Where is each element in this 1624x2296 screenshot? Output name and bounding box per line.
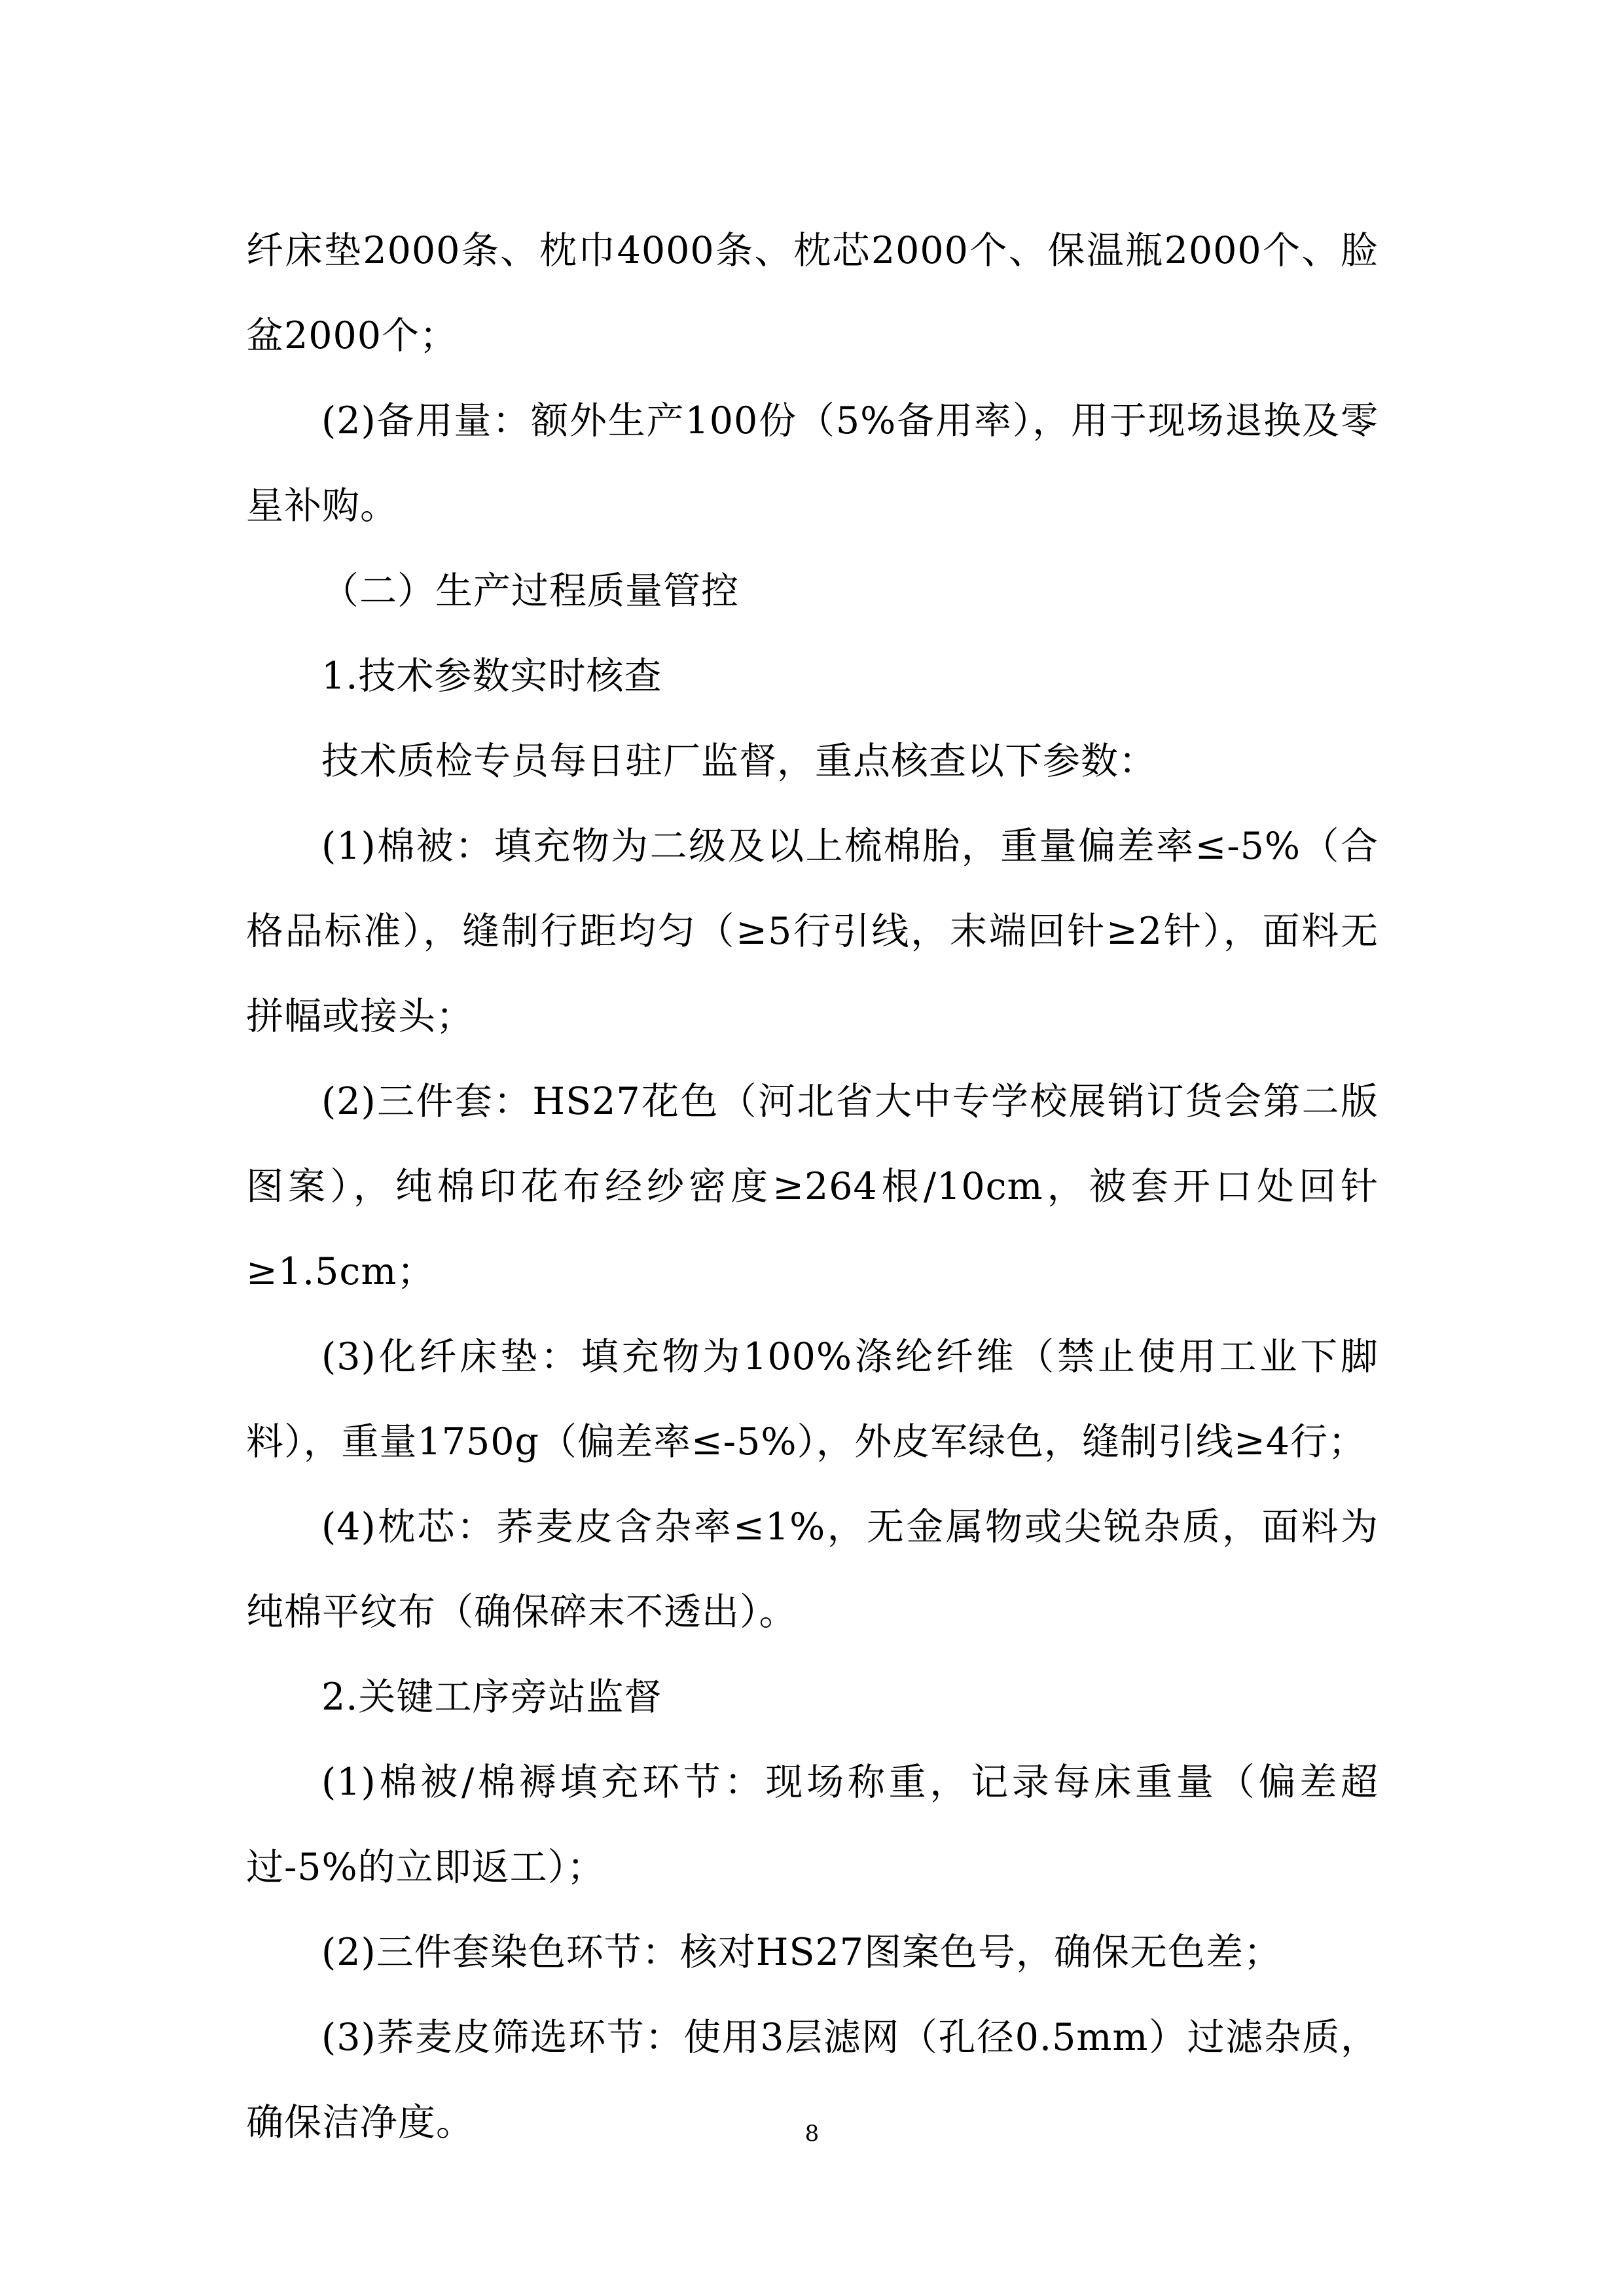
list-item-mattress: (3)化纤床垫：填充物为100%涤纶纤维（禁止使用工业下脚料），重量1750g（偏差率≤-5%），外皮军绿色，缝制引线≥4行；: [246, 1335, 1379, 1463]
list-item-dyeing: (2)三件套染色环节：核对HS27图案色号，确保无色差；: [321, 1931, 1282, 1974]
paragraph-inspector-intro: 技术质检专员每日驻厂监督，重点核查以下参数：: [321, 740, 1157, 783]
subheading-parameter-check: 1.技术参数实时核查: [321, 655, 662, 698]
list-item-pillow-core: (4)枕芯：荞麦皮含杂率≤1%，无金属物或尖锐杂质，面料为纯棉平纹布（确保碎末不透出）。: [246, 1505, 1379, 1634]
subheading-process-supervision: 2.关键工序旁站监督: [321, 1676, 662, 1719]
paragraph-continuation: 纤床垫2000条、枕巾4000条、枕芯2000个、保温瓶2000个、脸盆2000个；: [246, 229, 1379, 357]
list-item-buckwheat-screening: (3)荞麦皮筛选环节：使用3层滤网（孔径0.5mm）过滤杂质，确保洁净度。: [246, 2016, 1379, 2144]
list-item-bedding-set: (2)三件套：HS27花色（河北省大中专学校展销订货会第二版图案），纯棉印花布经纱密度≥264根/10cm，被套开口处回针≥1.5cm；: [246, 1080, 1379, 1293]
paragraph-spare-quantity: (2)备用量：额外生产100份（5%备用率），用于现场退换及零星补购。: [246, 399, 1379, 528]
body-text: [246, 208, 1379, 2165]
list-item-quilt: (1)棉被：填充物为二级及以上梳棉胎，重量偏差率≤-5%（合格品标准），缝制行距均匀（≥5行引线，末端回针≥2针），面料无拼幅或接头；: [246, 825, 1379, 1038]
list-item-filling: (1)棉被/棉褥填充环节：现场称重，记录每床重量（偏差超过-5%的立即返工）；: [246, 1761, 1379, 1889]
section-heading-quality-control: （二）生产过程质量管控: [321, 569, 739, 613]
page-number: 8: [804, 2121, 820, 2147]
